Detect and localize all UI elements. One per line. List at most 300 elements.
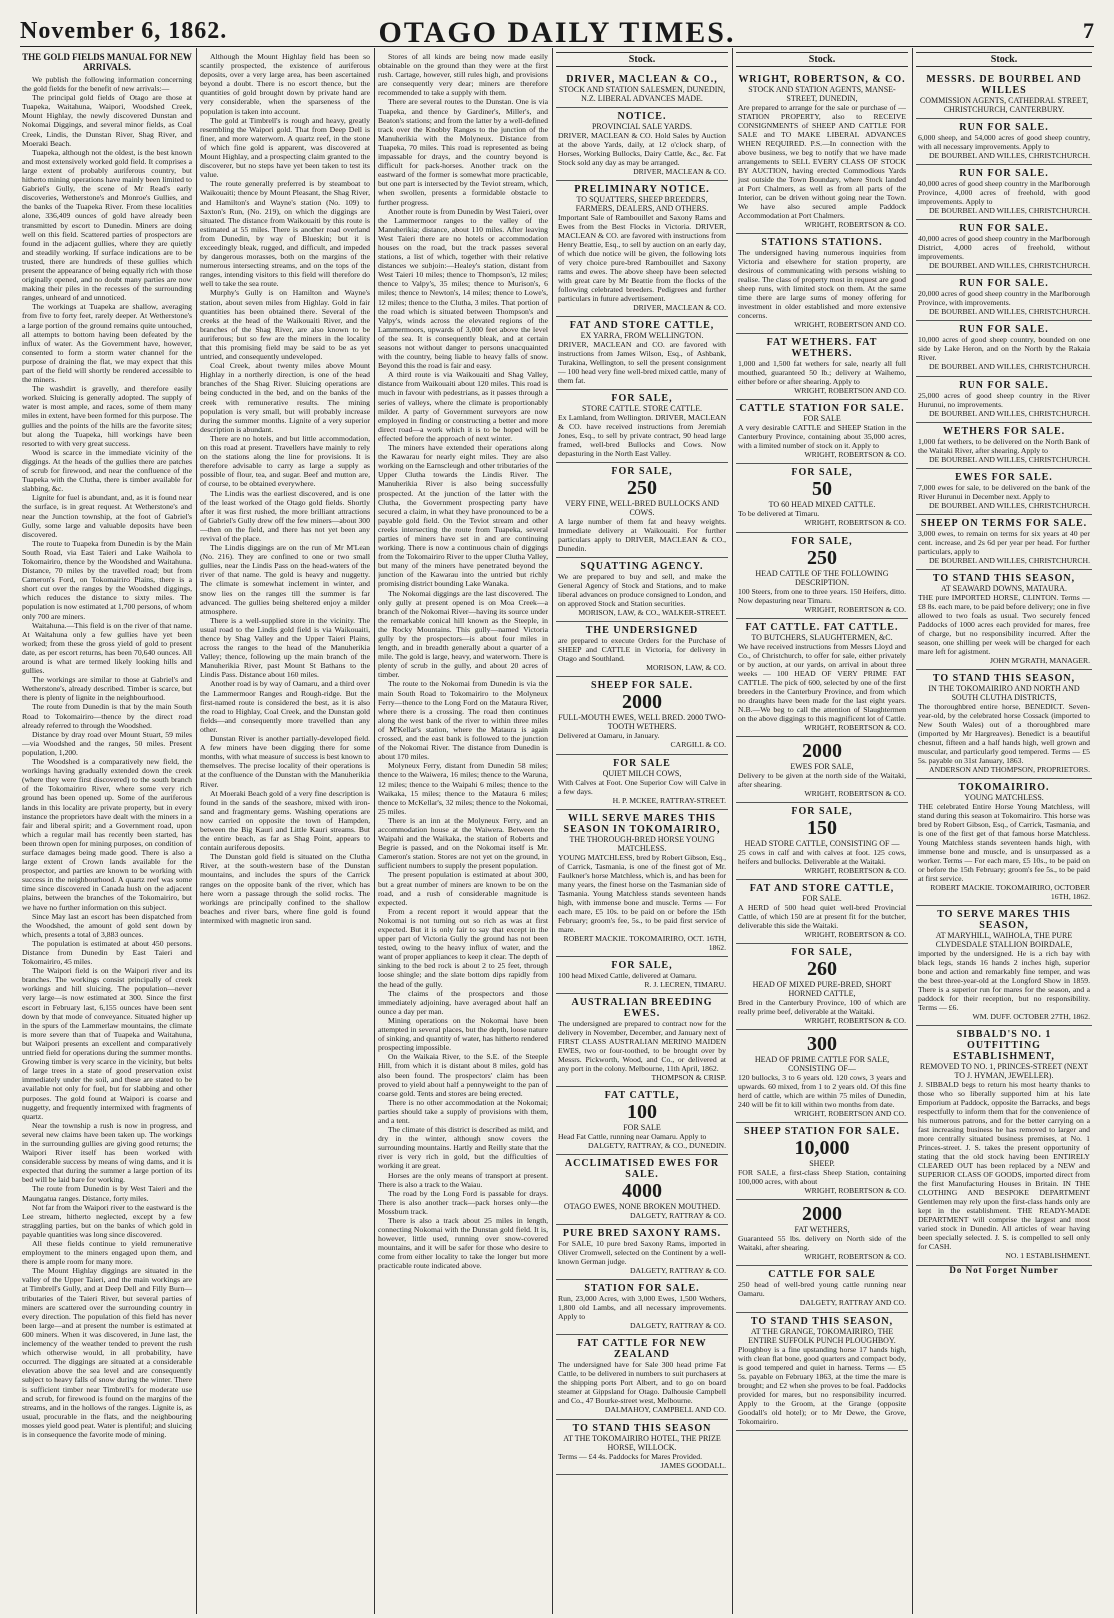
article-paragraph: The miners have extended their operations along the Kawarau for nearly eight miles. They are also working on the Earnscleugh and other tributaries of the Upper Clutha towards the Lindis River. The Manuherikia River is also being successfully prospected. At the junction of the latter with the Clutha, the Government prospecting party have secured a claim, in what they have pronounced to be a payable gold field. On the Teviot stream and other creeks intersecting the route from Tuapeka, several parties of miners have set in and are continuing working. There is now a continuous chain of diggings from the Tokomairiro River to the upper Clutha Valley, but many of the miners have penetrated beyond the junction of the Kawarau into the untried but richly promising district bounding Lake Wanaka.: [378, 443, 548, 589]
advertisement: [916, 906, 1092, 1026]
ad-heading: CATTLE FOR SALE: [768, 1269, 876, 1281]
article-paragraph: The route from Dunedin is that by the main South Road to Tokomairiro—thence by the direct road already referred to through the Woodshed.: [22, 702, 192, 730]
article-paragraph: The Dunstan gold field is situated on the Clutha River, at the south-western base of the Dunstan mountains, and includes the spurs of the Carrick ranges on the opposite bank of the river, which has here worn a passage through the solid rocks. The workings are principally confined to the shallow beaches and river bars, where fine gold is found intermixed with magnetic iron sand.: [200, 852, 370, 925]
ad-subheading: STOCK AND STATION AGENTS, MANSE-STREET, DUNEDIN,: [748, 85, 896, 104]
article-paragraph: There is an inn at the Molyneux Ferry, and an accommodation house at the Waiwera. Between the Waipahi and the Waikaka, the station of Roberts and Begrie is passed, and on the Nokomai itself is Mr. Cameron's station. Stores are not yet on the ground, in sufficient numbers to supply the present population.: [378, 815, 548, 871]
ad-body: 100 Steers, from one to three years. 150 Heifers, ditto. Now depasturing near Timaru.: [738, 586, 906, 605]
advertisement: [736, 234, 908, 334]
advertisement: [556, 622, 728, 677]
ad-signature: DE BOURBEL AND WILLES, CHRISTCHURCH.: [928, 307, 1090, 317]
ad-subheading: FOR SALE: [623, 1123, 661, 1133]
ad-signature: DE BOURBEL AND WILLES, CHRISTCHURCH.: [928, 408, 1090, 418]
ad-signature: WRIGHT, ROBERTSON & CO.: [804, 865, 906, 875]
article-paragraph: Another road is by way of Oamaru, and a third over the Lammermoor Ranges and Rough-ridge. But the first-named route is considered the best, as it is also the road to Highlay, Coal Creek, and the Dunstan gold fields—and consequently more travelled than any other.: [200, 679, 370, 734]
ad-body: A very desirable CATTLE and SHEEP Station in the Canterbury Province, containing about 35,000 acres, with a limited number of stock on it. Apply to: [738, 423, 906, 451]
article-paragraph: All these fields continue to yield remunerative employment to the miners engaged upon them, and there is ample room for many more.: [22, 1239, 192, 1267]
ad-heading: PURE BRED SAXONY RAMS.: [562, 1228, 722, 1240]
article-paragraph: Molyneux Ferry, distant from Dunedin 58 miles; thence to the Waiwera, 16 miles; thence to the Waruna, 12 miles; thence to the Waipahi 6 miles; thence to the Waikaka, 15 miles; thence to the Mataura 6 miles; thence to McKellar's, 32 miles; thence to the Nokomai, 25 miles.: [378, 761, 548, 816]
stock-column-3: [916, 52, 1092, 1612]
advertisement: [556, 1335, 728, 1419]
ad-subheading: YOUNG MATCHLESS.: [964, 793, 1044, 803]
newspaper-title: OTAGO DAILY TIMES.: [378, 16, 736, 49]
article-paragraph: There is also a track about 25 miles in length, connecting Nokomai with the Dunstan gold field. It is, however, little used, running over snow-covered mountains, and it will be safer for those who desire to come from either locality to take the longer but more practicable route indicated above.: [378, 1216, 548, 1271]
ad-signature: WRIGHT, ROBERTSON AND CO.: [794, 386, 906, 396]
advertisement: [556, 71, 728, 108]
ad-subheading: SHEEP.: [809, 1159, 835, 1169]
article-paragraph: The washdirt is gravelly, and therefore easily worked. Sluicing is generally adopted. The supply of water is most ample, and races, some of them many miles in extent, have been formed for this purpose. The gullies and the points of the hills are the favorite sites; but along the Tuapeka, hill workings have been resorted to with very great success.: [22, 384, 192, 448]
article-paragraph: The route to Tuapeka from Dunedin is by the Main South Road, via East Taieri and Lake Waihola to Tokomairiro, thence by the Woodshed and Waitahuna. Distance, 70 miles by the travelled road; but from Cameron's Ford, on Tokomairiro Plains, there is a short cut over the ranges by the Woodshed diggings, which reduces the distance to sixty miles. The population is now estimated at 1,700 persons, of whom only 700 are miners.: [22, 538, 192, 621]
ad-heading: FAT CATTLE FOR NEW ZEALAND: [577, 1338, 707, 1361]
ad-body: The undersigned having numerous inquiries from Victoria and elsewhere for station property, are desirous of communicating with persons wishing to realise. The class of property most in request are good sheep runs, with limited stock on them. At the same time there are large sums of money offering for investment in older established and more extensive concerns.: [738, 248, 906, 321]
stock-section-heading: Stock.: [556, 52, 728, 67]
ad-body: FOR SALE, a first-class Sheep Station, containing 100,000 acres, with about: [738, 1168, 906, 1187]
ad-body: 1,000 fat wethers, to be delivered on the North Bank of the Waitaki River, after shearing. Apply to: [918, 436, 1090, 455]
article-paragraph: The workings at Tuapeka are shallow, averaging from five to forty feet, rarely deeper. At Wetherstone's a large portion of the ground remains quite untouched, all attempts to bottom having been defeated by the influx of water. As the Government have, however, consented to form a storm water channel for the purpose of draining the flat, we may expect that this part of the field will shortly be rendered accessible to the miners.: [22, 302, 192, 385]
ad-subheading: OTAGO EWES, NONE BROKEN MOUTHED.: [563, 1202, 721, 1212]
ad-heading: TOKOMAIRIRO.: [958, 782, 1050, 794]
ad-signature: ROBERT MACKIE. TOKOMAIRIRO, OCT. 16TH, 1862.: [563, 933, 726, 952]
ad-heading: SHEEP ON TERMS FOR SALE.: [920, 517, 1088, 529]
advertisement: [736, 533, 908, 619]
ad-heading: ACCLIMATISED EWES FOR SALE.: [564, 1158, 720, 1181]
ad-heading: FOR SALE,: [791, 535, 853, 547]
ad-signature: DALGETY, RATTRAY & CO.: [629, 1321, 726, 1331]
article-paragraph: From a recent report it would appear that the Nokomai is not turning out so rich as was at first expected. But it is only fair to say that except in the upper part of Victoria Gully the ground has not been tested, owing to the heavy influx of water, and the want of proper appliances to keep it clear. The depth of sinking to the bed rock is about 2 to 25 feet, through loose shingle; and the slate bottom dips rapidly from the head of the gully.: [378, 906, 548, 989]
advertisement: [736, 1030, 908, 1123]
advertisement: [916, 165, 1092, 220]
ad-subheading: REMOVED TO NO. 1, PRINCES-STREET (NEXT TO J. HYMAN, JEWELLER).: [919, 1062, 1089, 1081]
ad-heading: WETHERS FOR SALE.: [942, 425, 1066, 437]
article-paragraph: The Waipori field is on the Waipori river and its branches. The workings consist principally of creek workings and hill sluicing. The population—never very large—is now estimated at 300. Since the first escort in February last, 6,155 ounces have been sent down by that mode of conveyance. Situated higher up in the spurs of the Lammerlaw mountains, the climate is more severe than that of Tuapeka and Waitahuna, but Waipori presents an excellent and comparatively untried field for operations during the summer months. Growing timber is very scarce in the vicinity, but belts of large trees in a state of good preservation exist immediately under the soil, and these are stated to be available not only for fuel, but for slabbing and other purposes. The gold found at Waipori is coarse and nuggetty, and frequently intermixed with fragments of quartz.: [22, 966, 192, 1121]
article-paragraph: A third route is via Waikouaiti and Shag Valley, distance from Waikouaiti about 120 miles. This road is much in favour with pedestrians, as it passes through a series of valleys, where the climate is proportionably milder. A party of Government surveyors are now employed in finding or constructing a better and more direct road—a work which it is to be hoped will be effected before the approach of next winter.: [378, 370, 548, 443]
ad-body: THE pure IMPORTED HORSE, CLINTON. Terms — £8 8s. each mare, to be paid before delivery; one in five allowed to two foals as usual. Two securely fenced Paddocks of 1000 acres each provided for mares, free of charge, but no responsibility incurred. After the season, one shilling per week will be charged for each mare left for agistment.: [918, 592, 1090, 656]
article-paragraph: The workings are similar to those at Gabriel's and Wetherstone's, already described. Timber is scarce, but there is plenty of lignite in the neighbourhood.: [22, 675, 192, 703]
advertisement: [556, 677, 728, 754]
ad-body: The undersigned are prepared to contract now for the delivery in November, December, and January next of FIRST CLASS AUSTRALIAN MERINO MAIDEN EWES, two or four-toothed, to be brought over by Messrs. Pickworth, Wood, and Co., or delivered at any port in the colony. Melbourne, 11th April, 1862.: [558, 1018, 726, 1073]
advertisement: [556, 1420, 728, 1475]
advertisement: [736, 1123, 908, 1200]
advertisement: [916, 423, 1092, 469]
advertisement: [736, 1200, 908, 1266]
ad-heading: SIBBALD'S NO. 1 OUTFITTING ESTABLISHMENT,: [953, 1029, 1055, 1063]
article-paragraph: The Lindis diggings are on the run of Mr M'Lean (No. 216). They are confined to one or two small gullies, near the Lindis Pass on the head-waters of the river of that name. The gold is heavy and nuggetty. The climate is somewhat inclement in winter, and snow lies on the ranges till the summer is far advanced. The gullies being sheltered enjoy a milder atmosphere.: [200, 543, 370, 616]
advertisement: [556, 108, 728, 181]
advertisement: [736, 334, 908, 400]
ad-heading: TO STAND THIS SEASON: [572, 1422, 712, 1434]
article-paragraph: Not far from the Waipori river to the eastward is the Lee stream, hitherto neglected, except by a few straggling parties, but on the banks of which gold in payable quantities was long since discovered.: [22, 1202, 192, 1239]
advertisement: [736, 803, 908, 880]
ad-body: The undersigned have for Sale 300 head prime Fat Cattle, to be delivered in numbers to suit purchasers at the shipping ports Port Albert, and to go on board steamer at Gippsland for Otago. Dalhousie Campbell and Co., 47 Bourke-street west, Melbourne.: [558, 1360, 726, 1406]
ad-signature: DE BOURBEL AND WILLES, CHRISTCHURCH.: [928, 261, 1090, 271]
article-paragraph: On the Waikaia River, to the S.E. of the Steeple Hill, from which it is distant about 8 miles, gold has also been found. The prospectors' claim has been proved to yield about half a pennyweight to the pan of coarse gold. Tents and stores are being erected.: [378, 1052, 548, 1098]
article-paragraph: Wood is scarce in the immediate vicinity of the diggings. At the heads of the gullies there are patches of scrub for firewood, and near the confluence of the Tuapeka with the Clutha, there is timber available for slabbing, &c.: [22, 447, 192, 494]
ad-signature: WRIGHT, ROBERTSON & CO.: [804, 1252, 906, 1262]
ad-quantity: 50: [812, 478, 832, 501]
ad-heading: WRIGHT, ROBERTSON, & CO.: [738, 74, 906, 86]
ad-subheading: FOR SALE: [803, 414, 841, 424]
ad-heading: FOR SALE,: [611, 393, 673, 405]
ad-quantity: 2000: [802, 1203, 842, 1226]
article-paragraph: Coal Creek, about twenty miles above Mount Highlay in a northerly direction, is one of the head branches of the Shag River. Sluicing operations are being conducted in the bed, and on the banks of the creek with remunerative results. The mining population is very small, but will probably increase during the summer months. Lignite of a very superior description is abundant.: [200, 361, 370, 434]
article-body-3: [378, 52, 548, 1271]
ad-signature: THOMPSON & CRISP.: [651, 1072, 726, 1082]
ad-heading: FOR SALE,: [791, 947, 853, 959]
advertisement: [556, 390, 728, 463]
stock-column-2: [736, 52, 908, 1612]
ad-signature: MORISON, LAW, & CO.: [646, 663, 726, 673]
ad-signature: JAMES GOODALL.: [660, 1460, 726, 1470]
ad-signature: WRIGHT, ROBERTSON & CO.: [804, 1186, 906, 1196]
ad-quantity: 2000: [622, 691, 662, 714]
ad-signature: WRIGHT, ROBERTSON & CO.: [804, 220, 906, 230]
ad-signature: JOHN M'GRATH, MANAGER.: [989, 655, 1090, 665]
article-paragraph: The claims of the prospectors and those immediately adjoining, have averaged about half an ounce a day per man.: [378, 988, 548, 1016]
ad-quantity: 260: [807, 958, 837, 981]
article-paragraph: The route from Dunedin is by West Taieri and the Maungatua ranges. Distance, forty miles.: [22, 1184, 192, 1203]
article-paragraph: Murphy's Gully is on Hamilton and Wayne's station, about seven miles from Highlay. Gold in fair quantities has been obtained there. Several of the creeks at the head of the Waikouaiti River, and the branches of the Shag River, are also known to be auriferous; but so few are the miners in the locality that this promising field may be said to be as yet untried, and consequently undeveloped.: [200, 288, 370, 362]
ad-signature: DALGETY, RATTRAY & CO.: [629, 1266, 726, 1276]
stock-column-1: [556, 52, 728, 1612]
column-divider: [196, 48, 197, 1614]
ad-heading: FAT CATTLE,: [604, 1090, 680, 1102]
ad-signature: DE BOURBEL AND WILLES, CHRISTCHURCH.: [928, 555, 1090, 565]
ad-signature: WRIGHT, ROBERTSON AND CO.: [794, 1109, 906, 1119]
ad-body: imported by the undersigned. He is a rich bay with black legs, stands 16 hands 2 inches high, superior bone and action and remarkably fine temper, and was the best three-year-old at the Longford Show in 1859. There is a superior run for mares for the season, and a paddock for their reception, but no responsibility. Terms — £6.: [918, 949, 1090, 1013]
ad-body: 20,000 acres of good sheep country in the Marlborough Province, with improvements.: [918, 289, 1090, 308]
issue-date: November 6, 1862.: [20, 18, 228, 44]
article-paragraph: Distance by dray road over Mount Stuart, 59 miles—via Woodshed and the ranges, 50 miles. Present population, 1,200.: [22, 729, 192, 757]
article-body-2: [200, 52, 370, 925]
advertisement: [916, 71, 1092, 119]
masthead: [20, 6, 1094, 49]
article-paragraph: Dunstan River is another partially-developed field. A few miners have been digging there for some months, with what measure of success is best known to themselves. The precise locality of their operations is at the confluence of the Dunstan with the Manuherikia River.: [200, 734, 370, 789]
ad-heading: TO SERVE MARES THIS SEASON,: [937, 909, 1071, 932]
ad-heading: RUN FOR SALE.: [959, 168, 1049, 180]
ad-heading: NOTICE.: [617, 111, 667, 123]
ad-signature: WRIGHT, ROBERTSON AND CO.: [794, 320, 906, 330]
ad-body: Important Sale of Rambouillet and Saxony Rams and Ewes from the Best Flocks in Victoria. DRIVER, MACLEAN & CO. are favored with instructions from Henry Beattie, Esq., to sell by auction on an early day, of which due notice will be given, the following lots of very choice pure-bred Rambouillet and Saxony rams and ewes. The above sheep have been selected with great care by Mr Beattie from the flocks of the following celebrated breeders. Pedigrees and further particulars in future advertisement.: [558, 213, 726, 304]
ad-heading: CATTLE STATION FOR SALE.: [739, 403, 905, 415]
ad-heading: SHEEP STATION FOR SALE.: [744, 1126, 900, 1138]
ad-signature: DRIVER, MACLEAN & CO.: [633, 303, 726, 313]
article-paragraph: The route to the Nokomai from Dunedin is via the main South Road to Tokomairiro to the Molyneux Ferry—thence to the Long Ford on the Mataura River, where there is a crossing. The road then continues along the west bank of the river to within three miles of M'Kellar's station, where the Mataura is again crossed, and the east bank is followed to the junction of the Nokomai River. The distance from Dunedin is about 170 miles.: [378, 679, 548, 762]
advertisement: [736, 1313, 908, 1431]
ad-quantity: 2000: [802, 739, 842, 762]
ad-subheading: VERY FINE, WELL-BRED BULLOCKS AND COWS.: [565, 499, 719, 518]
ad-quantity: 300: [807, 1033, 837, 1056]
advertisement: [736, 880, 908, 944]
ad-heading: TO STAND THIS SEASON,: [932, 572, 1076, 584]
ad-signature: WRIGHT, ROBERTSON & CO.: [804, 929, 906, 939]
advertisement: [556, 463, 728, 558]
column-divider: [912, 48, 913, 1614]
ad-body: Head Fat Cattle, running near Oamaru. Apply to: [558, 1132, 707, 1142]
ad-subheading: TO BUTCHERS, SLAUGHTERMEN, &C.: [751, 632, 893, 642]
ad-body: We are prepared to buy and sell, and make the General Agency of Stock and Stations, and to make liberal advances on produce consigned to London, and on approved Stock and Station securities.: [558, 572, 726, 609]
ad-body: 250 head of well-bred young cattle running near Oamaru.: [738, 1280, 906, 1299]
ad-heading: FOR SALE,: [611, 959, 673, 971]
ad-body: 25,000 acres of good sheep country in the River Hurunui, no improvements.: [918, 390, 1090, 409]
advertisement: [736, 71, 908, 234]
ad-signature: DALGETY, RATTRAY AND CO.: [799, 1298, 906, 1308]
advertisement: [556, 181, 728, 317]
ad-heading: FAT WETHERS. FAT WETHERS.: [766, 337, 878, 360]
ad-subheading: TO SQUATTERS, SHEEP BREEDERS, FARMERS, DEALERS, AND OTHERS.: [575, 195, 709, 214]
ad-heading: SQUATTING AGENCY.: [580, 561, 704, 573]
ad-body: J. SIBBALD begs to return his most hearty thanks to those who so liberally supported him at his late Emporium at Paddock, opposite the Barracks, and begs respectfully to inform them that for the convenience of his numerous patrons, and for the better carrying on a fast increasing business he has removed to larger and more centrally situated business premises, at No. 1 Princes-street. J. S. takes the present opportunity of stating that the old stock having been ENTIRELY CLEARED OUT has been replaced by a NEW and SUPERIOR CLASS OF GOODS, imported direct from the first Manufacturing Houses in Britain. IN THE CLOTHING AND BESPOKE DEPARTMENT Gentlemen may rely upon the first-class hands only are kept in the establishment. THE READY-MADE DEPARTMENT will comprise the largest and most varied stock in Dunedin. All articles of wear having been specially selected. J. S. is compelled to sell only for CASH.: [918, 1080, 1090, 1252]
ad-signature: DE BOURBEL AND WILLES, CHRISTCHURCH.: [928, 454, 1090, 464]
ad-heading: FAT AND STORE CATTLE,: [569, 320, 715, 332]
ad-signature: WRIGHT, ROBERTSON & CO.: [804, 518, 906, 528]
ad-footer: Do Not Forget Number: [949, 1264, 1059, 1275]
ad-body: Are prepared to arrange for the sale or purchase of — STATION PROPERTY, also to RECEIVE CONSIGNMENTS of SHEEP AND CATTLE FOR SALE and TO MAKE LIBERAL ADVANCES WHEN REQUIRED. P.S.—In connection with the above business, we beg to notify that we have made arrangements to SELL EVERY CLASS OF STOCK BY AUCTION, having erected Commodious Yards just outside the Town Boundary, where Stock landed at Port Chalmers, as well as from all parts of the Interior, can be driven without going near the Town. We have also secured ample Paddock Accommodation at Port Chalmers.: [738, 103, 906, 221]
advertisement: [556, 994, 728, 1087]
ad-signature: ROBERT MACKIE. TOKOMAIRIRO, OCTOBER 16TH, 1862.: [930, 883, 1090, 902]
ad-quantity: 4000: [622, 1180, 662, 1203]
ad-signature: WRIGHT, ROBERTSON & CO.: [804, 788, 906, 798]
ad-body: The thoroughbred entire horse, BENEDICT. Seven-year-old, by the celebrated horse Cossack (imported to New South Wales) out of a thoroughbred mare (imported by Mr Hargreaves). Benedict is a beautiful chesnut, fifteen and a half hands high, well grown and muscular, and particularly good tempered. Terms — £5 5s. payable on 31st January, 1863.: [918, 702, 1090, 766]
article-paragraph: There are several routes to the Dunstan. One is via Tuapeka, and thence by Gardiner's, Miller's, and Beaton's stations; and from the latter by a well-defined track over the Knobby Ranges to the junction of the Manuherikia with the Molyneux. Distance from Tuapeka, 70 miles. This road is represented as being impassable for drays, and the country beyond is difficult for pack-horses. Another track on the eastward of the former is somewhat more practicable, but one part is intersected by the Teviot stream, which, when swollen, presents a formidable obstacle to further progress.: [378, 97, 548, 207]
ad-subheading: TO 60 HEAD MIXED CATTLE.: [768, 500, 876, 510]
advertisement: [556, 1087, 728, 1155]
ad-quantity: 100: [627, 1101, 657, 1124]
advertisement: [736, 464, 908, 532]
article-paragraph: At Moeraki Beach gold of a very fine description is found in the sands of the seashore, mixed with iron-sand and fragmentary gems. Washing operations are now carried on opposite the town of Hampden, between the Big Kauri and Little Kauri streams. But the entire beach, as far as Shag Point, appears to contain auriferous deposits.: [200, 788, 370, 853]
ad-subheading: HEAD OF MIXED PURE-BRED, SHORT HORNED CATTLE,: [752, 980, 892, 999]
ad-heading: TO STAND THIS SEASON,: [932, 673, 1076, 685]
article-paragraph: Mining operations on the Nokomai have been attempted in several places, but the depth, loose nature of sinking, and quantity of water, has hitherto rendered prospecting impossible.: [378, 1015, 548, 1053]
ad-body: DRIVER, MACLEAN & CO. Hold Sales by Auction at the above Yards, daily, at 12 o'clock sharp, of Horses, Working Bullocks, Dairy Cattle, &c., &c. Fat Stock sold any day as may be arranged.: [558, 131, 726, 168]
article-paragraph: The gold at Timbrell's is rough and heavy, greatly resembling the Waipori gold. That from Deep Dell is finer, and more waterworn. A quartz reef, in the stone of which fine gold is apparent, was discovered at Mount Highlay, and a prospecting claim granted to the discoverer, but no steps have yet been taken to test its value.: [200, 115, 370, 180]
ad-quantity: 250: [627, 477, 657, 500]
ad-subheading: FOR SALE.: [802, 893, 842, 903]
article-paragraph: Horses are the only means of transport at present. There is also a track to the Waiau.: [378, 1170, 548, 1189]
column-divider: [732, 48, 733, 1614]
ad-signature: DE BOURBEL AND WILLES, CHRISTCHURCH.: [928, 151, 1090, 161]
article-column-1: [22, 52, 192, 1612]
ad-signature: H. P. MCKEE, RATTRAY-STREET.: [612, 795, 726, 805]
article-paragraph: Another route is from Dunedin by West Taieri, over the Lammermoor ranges to the valley of the Manuherikia; distance, about 110 miles. After leaving West Taieri there are no hotels or accommodation houses on the road, but the track passes several stations, a list of which, together with their relative distances we subjoin:—Healey's station, distant from West Taieri 10 miles; thence to Thompson's, 12 miles; thence to Valpy's, 35 miles; thence to Murison's, 6 miles; thence to Newton's, 14 miles; thence to Lowe's, 12 miles; thence to the Clutha, 3 miles. That portion of the road which is situated between Thompson's and Valpy's, winds across the elevated regions of the Lammermoors, upwards of 3,000 feet above the level of the sea. It is consequently bleak, and at certain seasons not without danger to persons unacquainted with the country, being liable to heavy falls of snow. Beyond this the road is fair and easy.: [378, 206, 548, 371]
ad-subheading: AT THE GRANGE, TOKOMAIRIRO, THE ENTIRE SUFFOLK PUNCH PLOUGHBOY.: [748, 1326, 896, 1345]
ad-body: 40,000 acres of good sheep country in the Marlborough Province, 4,000 acres of freehold, with good improvements. Apply to: [918, 179, 1090, 207]
ad-body: Delivered at Oamaru, in January.: [558, 731, 660, 741]
ad-body: 3,000 ewes, to remain on terms for six years at 40 per cent. increase, and 2s 6d per year per head. For further particulars, apply to: [918, 528, 1090, 556]
article-heading: THE GOLD FIELDS MANUAL FOR NEW ARRIVALS.: [22, 52, 192, 72]
ad-heading: MESSRS. DE BOURBEL AND WILLES: [926, 74, 1082, 97]
article-paragraph: There is no other accommodation at the Nokomai; parties should take a supply of provisions with them, and a tent.: [378, 1097, 548, 1125]
ad-heading: STATION FOR SALE.: [584, 1283, 700, 1295]
ad-body: For SALE, 10 pure bred Saxony Rams, imported in Oliver Cromwell, selected on the Continent by a well-known German judge.: [558, 1239, 726, 1267]
ad-body: A HERD of 500 head quiet well-bred Provincial Cattle, of which 150 are at present fit for the butcher, deliverable this side the Waitaki.: [738, 902, 906, 930]
ad-body: YOUNG MATCHLESS, bred by Robert Gibson, Esq., of Carrick, Tasmania, is one of the finest got of Mr. Faulkner's horse Matchless, which is, and has been for many years, the finest horse on the Tasmanian side of Tasmania. Young Matchless stands seventeen hands high, with immense bone and muscle. Terms — For each mare, £5 10s. to be paid on or before the 15th February; groom's fee, 5s., to be paid first service of mare.: [558, 852, 726, 934]
article-paragraph: The principal gold fields of Otago are those at Tuapeka, Waitahuna, Waipori, Woodshed Creek, Mount Highlay, the newly discovered Dunstan and Nokomai Diggings, and several minor fields, as Coal Creek, Lindis, the Dunstan River, Shag River, and Moeraki Beach.: [22, 93, 192, 148]
advertisement: [916, 570, 1092, 670]
advertisement: [736, 737, 908, 803]
article-paragraph: There are no hotels, and but little accommodation, on this road at present. Travellers have mainly to rely on the stations along the line for provisions. It is therefore advisable to carry as large a supply as possible of flour, tea, and sugar. Beef and mutton are, of course, to be obtained everywhere.: [200, 433, 370, 489]
ad-body: To be delivered at Timaru.: [738, 509, 820, 519]
article-paragraph: The climate of this district is described as mild, and dry in the winter, although snow covers the surrounding mountains. Hartly and Reilly state that the river is very rich in gold, but the difficulties of working it are great.: [378, 1125, 548, 1171]
ad-signature: CARGILL & CO.: [670, 740, 726, 750]
ad-body: Guaranteed 55 lbs. delivery on North side of the Waitaki, after shearing.: [738, 1234, 906, 1253]
ad-body: 10,000 acres of good sheep country, bounded on one side by Lake Heron, and on the North by the Rakaia River.: [918, 335, 1090, 363]
ad-subheading: AT SEAWARD DOWNS, MATAURA.: [941, 583, 1067, 593]
ad-body: 25 cows in calf and with calves at foot. 125 cows, heifers and bullocks. Deliverable at the Waitaki.: [738, 847, 906, 866]
ad-body: Run, 23,000 Acres, with 3,000 Ewes, 1,500 Wethers, 1,800 old Lambs, and all necessary improvements. Apply to: [558, 1294, 726, 1322]
ad-signature: ANDERSON AND THOMPSON, PROPRIETORS.: [929, 765, 1090, 775]
advertisement: [916, 1026, 1092, 1265]
article-paragraph: Lignite for fuel is abundant, and, as it is found near the surface, is in great request. At Wetherstone's and near the Junction township, at the foot of Gabriel's Gully, some large and valuable deposits have been discovered.: [22, 493, 192, 539]
article-paragraph: Waitahuna.—This field is on the river of that name. At Waitahuna only a few gullies have yet been worked; from these the gross yield of gold to present date, as per escort returns, has been 70,640 ounces. All around is what are termed likely looking hills and gullies.: [22, 620, 192, 676]
ad-heading: TO STAND THIS SEASON,: [750, 1315, 894, 1327]
article-paragraph: The Nokomai diggings are the last discovered. The only gully at present opened is on Moa Creek—a branch of the Nokomai River—having its source under the remarkable conical hill known as the Steeple, in the Rocky Mountains. This gully—named Victoria gully by the prospectors—is about four miles in length, and in breadth generally about a quarter of a mile. The gold is large, heavy, and waterworn. There is plenty of scrub in the gully, and about 20 acres of timber.: [378, 588, 548, 680]
ad-heading: AUSTRALIAN BREEDING EWES.: [571, 996, 713, 1019]
article-paragraph: Tuapeka, although not the oldest, is the best known and most extensively worked gold field. It comprises a large extent of probably auriferous country, but hitherto mining operations have mainly been limited to Gabriel's Gully, the scene of Mr Read's early discoveries, Wetherstone's and Monroe's Gullies, and the banks of the Tuapeka River. From these localities alone, 336,409 ounces of gold have already been transmitted by escort to Dunedin. Miners are doing well on this field. Scattered parties of prospectors are found in the adjacent gullies, where they are quietly and steadily working. If surface indications are to be trusted, there are hundreds of these gullies which present the appearance of being equally rich with those originally opened, and no doubt many parties are now making their piles in the recesses of the surrounding ranges, unheard of and unnoticed.: [22, 147, 192, 303]
advertisement: [556, 317, 728, 390]
advertisement: [916, 779, 1092, 906]
ad-quantity: 150: [807, 816, 837, 839]
ad-signature: MORISON, LAW, & CO., WALKER-STREET.: [578, 608, 726, 618]
ad-subheading: HEAD CATTLE OF THE FOLLOWING DESCRIPTION.: [755, 568, 889, 587]
ad-signature: WRIGHT, ROBERTSON & CO.: [804, 604, 906, 614]
ad-body: 40,000 acres of good sheep country in the Marlborough District, 4,000 acres of freehold, without improvements.: [918, 234, 1090, 262]
ad-heading: FOR SALE,: [611, 466, 673, 478]
advertisement: [916, 220, 1092, 275]
article-paragraph: The Mount Highlay diggings are situated in the valley of the Upper Taieri, and the main workings are at Timbrell's Gully, and at Deep Dell and Filly Burn—tributaries of the Taieri River, but several parties of miners are scattered over the surrounding country in every direction. The population of this field has never been large—and at present the number is estimated at 600 miners. When it was discovered, in June last, the inclemency of the weather tended to prevent the rush which otherwise would, in all probability, have occurred. The diggings are situated at a considerable elevation above the sea level and are consequently subject to heavy falls of snow during the winter. There is sufficient timber near Timbrell's for moderate use and scrub, for firewood is found on the margins of the streams, and in the hollows of the ranges. Lignite is, as usual, procurable in the flats, and the neighbouring mosses yield good peat. Water is plentiful; and sluicing is in consequence the favorite mode of mining.: [22, 1266, 192, 1439]
ad-signature: DALGETY, RATTRAY & CO.: [629, 1211, 726, 1221]
ad-body: 6,000 sheep, and 54,000 acres of good sheep country, with all necessary improvements. Apply to: [918, 133, 1090, 152]
advertisement: [916, 515, 1092, 570]
advertisement: [556, 1155, 728, 1225]
ad-heading: FAT CATTLE. FAT CATTLE.: [745, 621, 899, 633]
ad-signature: DRIVER, MACLEAN & CO.: [633, 167, 726, 177]
ad-heading: FOR SALE,: [791, 805, 853, 817]
ad-subheading: QUIET MILCH COWS,: [602, 768, 682, 778]
article-paragraph: The Woodshed is a comparatively new field, the workings having gradually extended down the creek (where they were first discovered) to the south branch of the Tokomairiro River, where some very rich ground has been opened up. Some of the auriferous lands in this locality are private property, but in every instance the proprietors have dealt with the miners in a fair and liberal spirit; and a Government road, upon which a regular mail has recently been started, has been thrown open for mining purposes, on condition of surface damages being made good. There is also a large extent of Crown lands available for the prospector, and parties are known to be working with success in the neighbourhood. A quartz reef was some time since discovered in Canada hush on the adjacent plains, between the branches of the Tokomairiro, but we have no further information on this subject.: [22, 757, 192, 912]
advertisement: [736, 1266, 908, 1312]
ad-subheading: HEAD OF PRIME CATTLE FOR SALE, CONSISTING OF—: [754, 1055, 890, 1074]
article-paragraph: The population is estimated at about 450 persons. Distance from Dunedin by East Taieri and Tokomairiro, 45 miles.: [22, 938, 192, 967]
article-column-3: [378, 52, 548, 1612]
page-number: 7: [1083, 18, 1094, 43]
ad-body: are prepared to execute Orders for the Purchase of SHEEP and CATTLE in Victoria, for delivery in Otago and Southland.: [558, 636, 726, 664]
ad-subheading: STOCK AND STATION SALESMEN, DUNEDIN, N.Z. LIBERAL ADVANCES MADE.: [558, 85, 726, 104]
ad-heading: RUN FOR SALE.: [959, 223, 1049, 235]
ad-body: 7,000 ewes for sale, to be delivered on the bank of the River Hurunui in December next. Apply to: [918, 482, 1090, 501]
advertisement: [556, 558, 728, 622]
article-paragraph: Near the township a rush is now in progress, and several new claims have been taken up. The workings in the surrounding gullies are giving good returns; the Waipori River itself has been worked with considerable success by means of wing dams, and it is expected that during the summer a large portion of its bed will be laid bare for working.: [22, 1120, 192, 1185]
article-paragraph: We publish the following information concerning the gold fields for the benefit of new arrivals:—: [22, 75, 192, 94]
ad-heading: WILL SERVE MARES THIS SEASON IN TOKOMAIRIRO,: [563, 812, 721, 835]
column-divider: [552, 48, 553, 1614]
ad-subheading: COMMISSION AGENTS, CATHEDRAL STREET, CHRISTCHURCH, CANTERBURY.: [919, 96, 1089, 115]
stock-section-heading: Stock.: [916, 52, 1092, 67]
ad-body: DRIVER, MACLEAN and CO. are favored with instructions from James Wilson, Esq., of Ashbank, Turakina, Wellington, to sell the present consignment — 100 head very fine well-bred mixed cattle, many of them fat.: [558, 340, 726, 386]
ad-signature: WRIGHT, ROBERTSON & CO.: [804, 722, 906, 732]
ad-signature: WM. DUFF. OCTOBER 27TH, 1862.: [972, 1012, 1090, 1022]
advertisement: [916, 119, 1092, 165]
article-paragraph: The present population is estimated at about 300, but a great number of miners are known to be on the road, and a rush of considerable magnitude is expected.: [378, 870, 548, 907]
ad-heading: RUN FOR SALE.: [959, 379, 1049, 391]
advertisement: [736, 944, 908, 1030]
ad-quantity: 250: [807, 546, 837, 569]
stock-section-heading: Stock.: [736, 52, 908, 67]
ad-heading: FOR SALE: [613, 757, 671, 769]
ad-signature: DALMAHOY, CAMPBELL AND CO.: [604, 1405, 726, 1415]
ad-body: With Calves at Foot. One Superior Cow will Calve in a few days.: [558, 777, 726, 796]
ad-subheading: EX YARRA, FROM WELLINGTON.: [580, 331, 704, 341]
column-divider: [374, 48, 375, 1614]
ad-signature: DE BOURBEL AND WILLES, CHRISTCHURCH.: [928, 362, 1090, 372]
ad-subheading: THE THOROUGH-BRED HORSE YOUNG MATCHLESS.: [569, 834, 715, 853]
ad-subheading: PROVINCIAL SALE YARDS.: [591, 122, 693, 132]
ad-signature: DE BOURBEL AND WILLES, CHRISTCHURCH.: [928, 206, 1090, 216]
ad-subheading: FAT WETHERS,: [794, 1225, 850, 1235]
article-body-1: [22, 75, 192, 1439]
advertisement: [556, 755, 728, 810]
advertisement: [736, 619, 908, 737]
ad-body: Bred in the Canterbury Province, 100 of which are really prime beef, deliverable at the Waitaki.: [738, 998, 906, 1017]
article-paragraph: Since May last an escort has been dispatched from the Woodshed, the amount of gold sent down by which, presents a total of 3,883 ounces.: [22, 911, 192, 939]
ad-subheading: IN THE TOKOMAIRIRO AND NORTH AND SOUTH CLUTHA DISTRICTS,: [928, 684, 1080, 703]
ad-subheading: FULL-MOUTH EWES, WELL BRED. 2000 TWO-TOOTH WETHERS.: [558, 713, 726, 732]
ad-signature: WRIGHT, ROBERTSON & CO.: [804, 450, 906, 460]
ad-heading: DRIVER, MACLEAN & CO.,: [566, 74, 718, 86]
ad-subheading: EWES FOR SALE,: [790, 761, 854, 771]
article-paragraph: The road by the Long Ford is passable for drays. There is also another track—pack horses only—the Mossburn track.: [378, 1188, 548, 1216]
ad-heading: RUN FOR SALE.: [959, 324, 1049, 336]
ad-heading: EWES FOR SALE.: [955, 471, 1053, 483]
advertisement: [556, 957, 728, 994]
ad-body: 120 bullocks, 3 to 6 years old. 120 cows, 3 years and upwards. 60 mixed, from 1 to 2 years old. Of this fine herd of cattle, which are within 75 miles of Dunedin, 240 will be fit to kill within two months from date.: [738, 1073, 906, 1110]
advertisement: [916, 670, 1092, 779]
ad-heading: RUN FOR SALE.: [959, 278, 1049, 290]
article-paragraph: The Lindis was the earliest discovered, and is one of the least worked of the Otago gold fields. Shortly after it was first rushed, the more brilliant attractions of Gabriel's Gully drew off the few miners—about 300—then on the field, and there has not yet been any revival of the place.: [200, 488, 370, 543]
ad-heading: STATIONS STATIONS.: [761, 237, 883, 249]
ad-subheading: AT THE TOKOMAIRIRO HOTEL, THE PRIZE HORSE, WILLOCK.: [563, 1433, 721, 1452]
ad-heading: FOR SALE,: [791, 467, 853, 479]
ad-subheading: STORE CATTLE. STORE CATTLE.: [582, 404, 702, 414]
ad-subheading: HEAD STORE CATTLE, CONSISTING OF —: [744, 838, 900, 848]
ad-signature: WRIGHT, ROBERTSON & CO.: [804, 1016, 906, 1026]
ad-body: THE celebrated Entire Horse Young Matchless, will stand during this season at Tokomairiro. This horse was bred by Robert Gibson, Esq., of Carrick, Tasmania, and is one of the first get of that famous horse Matchless. Young Matchless stands seventeen hands high, with immense bone and muscle, and is unsurpassed as a worker. Terms — For each mare, £5 10s., to be paid on or before the 15th February; groom's fee 5s., to be paid at first service.: [918, 802, 1090, 884]
ad-body: Terms — £4 4s. Paddocks for Mares Provided.: [558, 1451, 703, 1461]
article-paragraph: Stores of all kinds are being now made easily obtainable on the ground than they were at the first rush. Cartage, however, still rules high, and provisions are consequently very dear; miners are therefore recommended to take a supply with them.: [378, 52, 548, 98]
advertisement: [556, 1225, 728, 1280]
advertisement: [916, 321, 1092, 376]
ad-subheading: AT MARYHILL, WAIHOLA, THE PURE CLYDESDALE STALLION BOIRDALE,: [935, 931, 1073, 950]
ad-heading: THE UNDERSIGNED: [585, 625, 699, 637]
article-paragraph: There is a well-supplied store in the vicinity. The usual road to the Lindis gold field is via Waikouaiti, thence by Shag Valley and the Upper Taieri Plains, across the ranges to the head of the Manuherikia Valley; thence, following up the main branch of the Manuherikia River, past Mount St Bathans to the Lindis Pass. Distance about 160 miles.: [200, 615, 370, 680]
ad-heading: FAT AND STORE CATTLE,: [749, 882, 895, 894]
ad-heading: SHEEP FOR SALE.: [591, 680, 693, 692]
ad-body: Ex Lamland, from Wellington. DRIVER, MACLEAN & CO. have received instructions from Jeremiah Jones, Esq., to sell by private contract, 90 head large framed, well-bred Bullocks and Cows. Now depasturing in the North East Valley.: [558, 413, 726, 459]
ad-quantity: 10,000: [794, 1137, 850, 1160]
ad-body: We have received instructions from Messrs Lloyd and Co., of Christchurch, to offer for sale, either privately or by auction, at our yards, on arrival in about three weeks — 100 HEAD OF VERY PRIME FAT CATTLE. The pick of 600, selected by one of the first breeders in the Canterbury Province, and from which no draughts have been made for the last eight years. N.B.—We beg to call the attention of Slaughtermen on the above diggings to this magnificent lot of Cattle.: [738, 641, 906, 723]
ad-body: 100 head Mixed Cattle, delivered at Oamaru.: [558, 970, 697, 980]
ad-heading: RUN FOR SALE.: [959, 122, 1049, 134]
ad-body: A large number of them fat and heavy weights. Immediate delivery at Waikouaiti. For further particulars apply to DRIVER, MACLEAN & CO., Dunedin.: [558, 517, 726, 554]
masthead-rule: [20, 46, 1094, 47]
advertisement: [916, 275, 1092, 321]
article-column-2: [200, 52, 370, 1612]
ad-heading: PRELIMINARY NOTICE.: [574, 184, 710, 196]
article-paragraph: Although the Mount Highlay field has been so scantily prospected, the existence of auriferous deposits, over a very large area, has been ascertained beyond a doubt. There is no escort thence, but the quantities of gold brought down by private hand are very considerable, when the sparseness of the population is taken into account.: [200, 52, 370, 116]
article-paragraph: The route generally preferred is by steamboat to Waikouaiti; thence by Mount Pleasant, the Shag River, and Hamilton's and Wayne's station (No. 109) to Saxton's Run, (No. 219), on which the diggings are situated. The distance from Waikouaiti by this route is estimated at 55 miles. There is another road overland from Dunedin, by way of Blueskin; but it is exceedingly bleak, rugged, and difficult, and impeded by dangerous morasses, both on the margins of the numerous intersecting streams, and on the tops of the ranges, intending visitors to this field will therefore do well to take the sea route.: [200, 179, 370, 289]
advertisement: [556, 810, 728, 957]
ad-body: Ploughboy is a fine upstanding horse 17 hands high, with clean flat bone, good quarters and compact body, is good tempered and quiet in harness. Terms — £5 5s. payable on February 1863, at the time the mare is brought; and £2 when she proves to be foal. Paddocks provided for mares, but no responsibility incurred. Apply to the Groom, at the Grange (opposite Goodall's old hotel); or to Mr Dewe, the Grove, Tokomairiro.: [738, 1344, 906, 1426]
advertisement: [736, 400, 908, 464]
advertisement: [916, 377, 1092, 423]
